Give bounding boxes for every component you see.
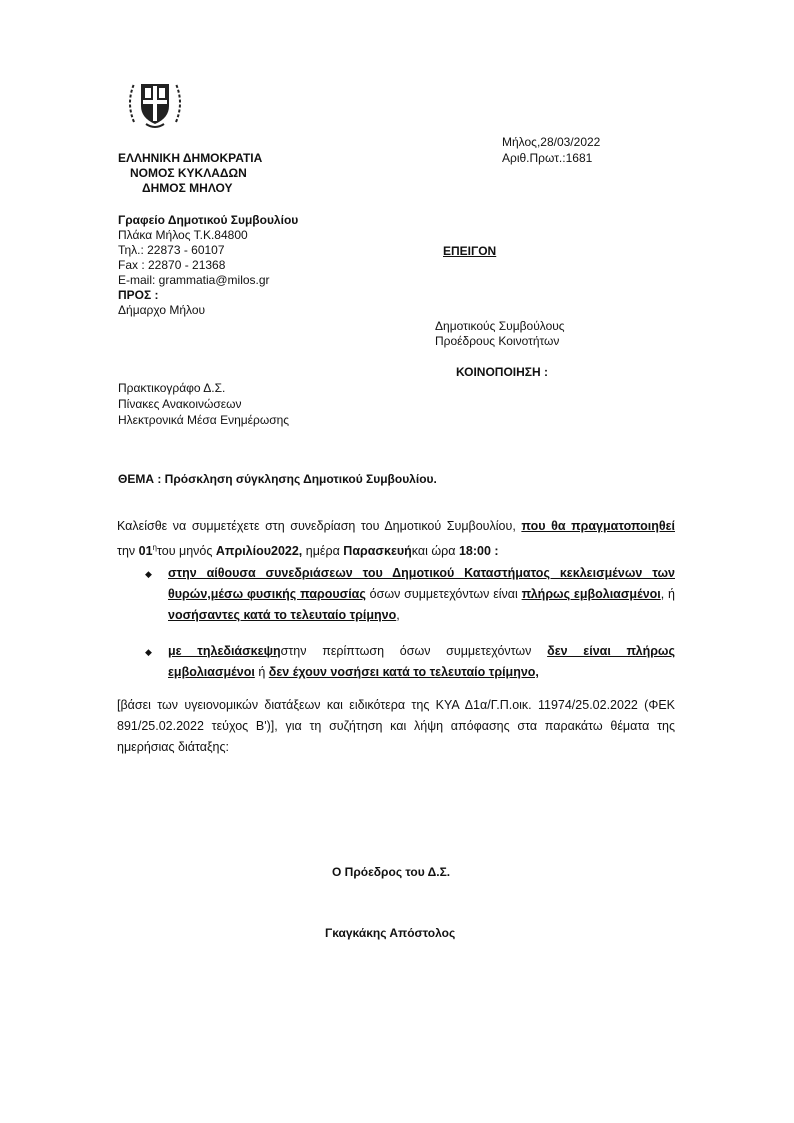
body-legal-paragraph: [βάσει των υγειονομικών διατάξεων και ειδικότερα της ΚΥΑ Δ1α/Γ.Π.οικ. 11974/25.02.2022 (ΦΕΚ 891/25.02.2022 τεύχος Β')], για τη συζήτηση και λήψη απόφασης στα παρακάτω θέματα της ημερήσιας διάταξης: xyxy=(117,698,675,754)
sender-municipality: ΔΗΜΟΣ ΜΗΛΟΥ xyxy=(142,181,233,195)
document-date: Μήλος,28/03/2022 xyxy=(502,135,601,149)
urgent-label: ΕΠΕΙΓΟΝ xyxy=(443,244,497,258)
recipient-councillors: Δημοτικούς Συμβούλους xyxy=(435,319,565,333)
recipient-community-presidents: Προέδρους Κοινοτήτων xyxy=(435,334,560,348)
sender-fax: Fax : 22870 - 21368 xyxy=(118,258,226,272)
text-fragment: ή xyxy=(254,665,269,679)
to-label: ΠΡΟΣ : xyxy=(118,288,159,302)
signature-name: Γκαγκάκης Απόστολος xyxy=(325,926,456,940)
superscript: η xyxy=(152,543,157,552)
text-fragment: δεν έχουν νοσήσει κατά το τελευταίο τρίμηνο, xyxy=(268,665,539,679)
bullet-icon: ◆ xyxy=(145,569,152,579)
text-fragment: του μηνός xyxy=(156,544,216,559)
cc-media: Ηλεκτρονικά Μέσα Ενημέρωσης xyxy=(118,413,290,427)
text-fragment: Καλείσθε να συμμετέχετε στη συνεδρίαση του Δημοτικού Συμβουλίου, xyxy=(117,519,522,533)
text-fragment: , xyxy=(396,608,400,622)
sender-country: ΕΛΛΗΝΙΚΗ ΔΗΜΟΚΡΑΤΙΑ xyxy=(118,151,263,165)
text-fragment: που θα πραγματοποιηθεί xyxy=(521,519,675,533)
sender-address: Πλάκα Μήλος Τ.Κ.84800 xyxy=(118,228,248,242)
recipient-mayor: Δήμαρχο Μήλου xyxy=(118,303,206,317)
sender-email: E-mail: grammatia@milos.gr xyxy=(118,273,270,287)
text-fragment: την xyxy=(117,544,139,559)
text-fragment: Απριλίου2022, xyxy=(215,544,303,559)
cc-stenographer: Πρακτικογράφο Δ.Σ. xyxy=(118,381,226,395)
text-fragment: με τηλεδιάσκεψη xyxy=(168,644,281,658)
bullet-item-physical xyxy=(168,563,675,626)
sender-prefecture: ΝΟΜΟΣ ΚΥΚΛΑΔΩΝ xyxy=(130,166,247,180)
sender-phone: Τηλ.: 22873 - 60107 xyxy=(118,243,225,257)
text-fragment: , ή xyxy=(660,587,676,601)
greek-coat-of-arms-icon xyxy=(124,72,186,134)
bullet-icon: ◆ xyxy=(145,647,152,657)
protocol-number: Αριθ.Πρωτ.:1681 xyxy=(502,151,593,165)
text-fragment: Παρασκευή xyxy=(343,544,412,559)
cc-notice-boards: Πίνακες Ανακοινώσεων xyxy=(118,397,242,411)
text-fragment: στην περίπτωση όσων συμμετεχόντων xyxy=(280,644,548,658)
text-fragment: δεν είναι πλήρως εμβολιασμένοι xyxy=(168,644,675,679)
text-fragment: νοσήσαντες κατά το τελευταίο τρίμηνο xyxy=(168,608,397,622)
sender-office: Γραφείο Δημοτικού Συμβουλίου xyxy=(118,213,299,227)
subject-line: ΘΕΜΑ : Πρόσκληση σύγκλησης Δημοτικού Συμβουλίου. xyxy=(118,472,437,486)
body-intro-paragraph xyxy=(117,516,675,562)
signature-title: Ο Πρόεδρος του Δ.Σ. xyxy=(332,865,451,879)
text-fragment: 18:00 : xyxy=(458,544,499,559)
cc-label: ΚΟΙΝΟΠΟΙΗΣΗ : xyxy=(456,365,548,379)
bullet-item-teleconference xyxy=(168,641,675,683)
text-fragment: και ώρα xyxy=(411,544,459,559)
text-fragment: 01 xyxy=(138,544,153,559)
text-fragment: όσων συμμετεχόντων είναι xyxy=(365,587,522,601)
text-fragment: ημέρα xyxy=(302,544,344,559)
text-fragment: πλήρως εμβολιασμένοι xyxy=(521,587,661,601)
text-fragment: στην αίθουσα συνεδριάσεων του Δημοτικού Καταστήματος κεκλεισμένων των θυρών,μέσω φυσικής παρουσίας xyxy=(168,566,675,601)
